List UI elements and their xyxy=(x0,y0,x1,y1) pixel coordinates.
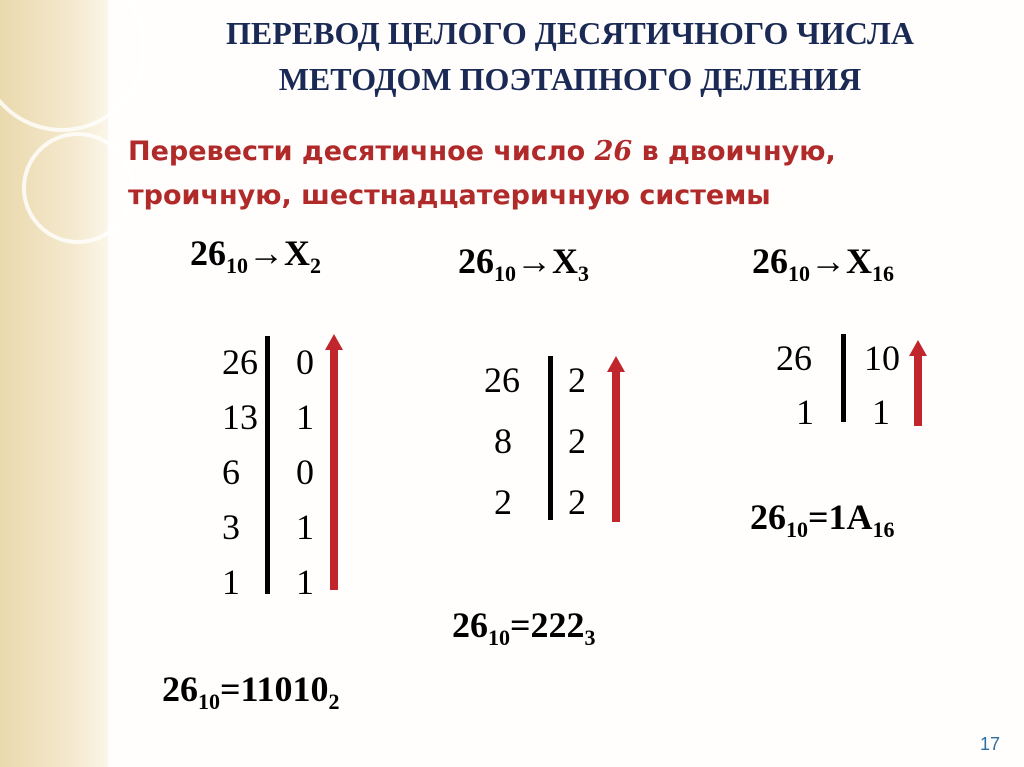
remainder: 1 xyxy=(872,392,890,432)
remainder: 10 xyxy=(864,338,900,378)
quotient: 3 xyxy=(222,507,240,547)
heading-base-16 xyxy=(752,240,894,286)
head-to-base: 3 xyxy=(578,261,589,286)
quotient: 26 xyxy=(222,342,258,382)
quotient: 26 xyxy=(776,338,812,378)
result-from-base: 10 xyxy=(786,517,808,542)
slide-title xyxy=(160,10,980,102)
head-target: X xyxy=(846,241,872,281)
result-value: 1A xyxy=(828,497,873,537)
remainder: 2 xyxy=(568,421,586,461)
remainder: 2 xyxy=(568,482,586,522)
heading-base-3 xyxy=(458,240,589,286)
task-number: 26 xyxy=(594,136,633,167)
result-number: 26 xyxy=(162,669,198,709)
task-line-2: троичную, шестнадцатеричную системы xyxy=(128,180,771,211)
head-number: 26 xyxy=(752,241,788,281)
quotient: 1 xyxy=(222,562,240,602)
arrow-up-icon xyxy=(908,340,928,426)
remainder: 1 xyxy=(296,562,314,602)
result-from-base: 10 xyxy=(198,689,220,714)
quotient: 8 xyxy=(494,421,512,461)
head-number: 26 xyxy=(190,233,226,273)
task-line-1 xyxy=(128,130,998,174)
division-line xyxy=(265,336,270,594)
head-target: X xyxy=(284,233,310,273)
result-number: 26 xyxy=(452,605,488,645)
head-number: 26 xyxy=(458,241,494,281)
result-to-base: 3 xyxy=(584,625,596,650)
remainder: 1 xyxy=(296,507,314,547)
quotient: 26 xyxy=(484,360,520,400)
result-number: 26 xyxy=(750,497,786,537)
head-to-base: 2 xyxy=(310,253,321,278)
head-from-base: 10 xyxy=(494,261,516,286)
result-equals: = xyxy=(220,669,241,709)
arrow-up-icon xyxy=(606,356,626,522)
remainder: 2 xyxy=(568,360,586,400)
heading-base-2 xyxy=(190,232,321,278)
result-equals: = xyxy=(510,605,531,645)
head-target: X xyxy=(552,241,578,281)
head-to-base: 16 xyxy=(872,261,894,286)
task-text xyxy=(128,130,998,218)
title-line-1: ПЕРЕВОД ЦЕЛОГО ДЕСЯТИЧНОГО ЧИСЛА xyxy=(226,15,914,51)
head-arrow: → xyxy=(516,241,552,281)
head-from-base: 10 xyxy=(226,253,248,278)
arrow-up-icon xyxy=(324,334,344,590)
quotient: 13 xyxy=(222,397,258,437)
remainder: 0 xyxy=(296,452,314,492)
task-part-1: Перевести десятичное число xyxy=(128,136,595,167)
quotient: 6 xyxy=(222,452,240,492)
quotient: 2 xyxy=(494,482,512,522)
result-equals: = xyxy=(808,497,829,537)
remainder: 0 xyxy=(296,342,314,382)
result-value: 11010 xyxy=(240,669,329,709)
result-to-base: 2 xyxy=(328,689,340,714)
task-part-2: в двоичную, xyxy=(632,136,836,167)
title-line-2: МЕТОДОМ ПОЭТАПНОГО ДЕЛЕНИЯ xyxy=(278,61,862,97)
division-line xyxy=(548,356,553,520)
result-base-2 xyxy=(162,668,340,714)
head-arrow: → xyxy=(810,241,846,281)
head-arrow: → xyxy=(248,233,284,273)
result-to-base: 16 xyxy=(872,517,895,542)
result-base-3 xyxy=(452,604,596,650)
head-from-base: 10 xyxy=(788,261,810,286)
remainder: 1 xyxy=(296,397,314,437)
division-line xyxy=(841,334,846,422)
page-number: 17 xyxy=(979,734,1000,754)
result-from-base: 10 xyxy=(488,625,510,650)
result-base-16 xyxy=(750,496,895,542)
quotient: 1 xyxy=(796,392,814,432)
result-value: 222 xyxy=(530,605,585,645)
